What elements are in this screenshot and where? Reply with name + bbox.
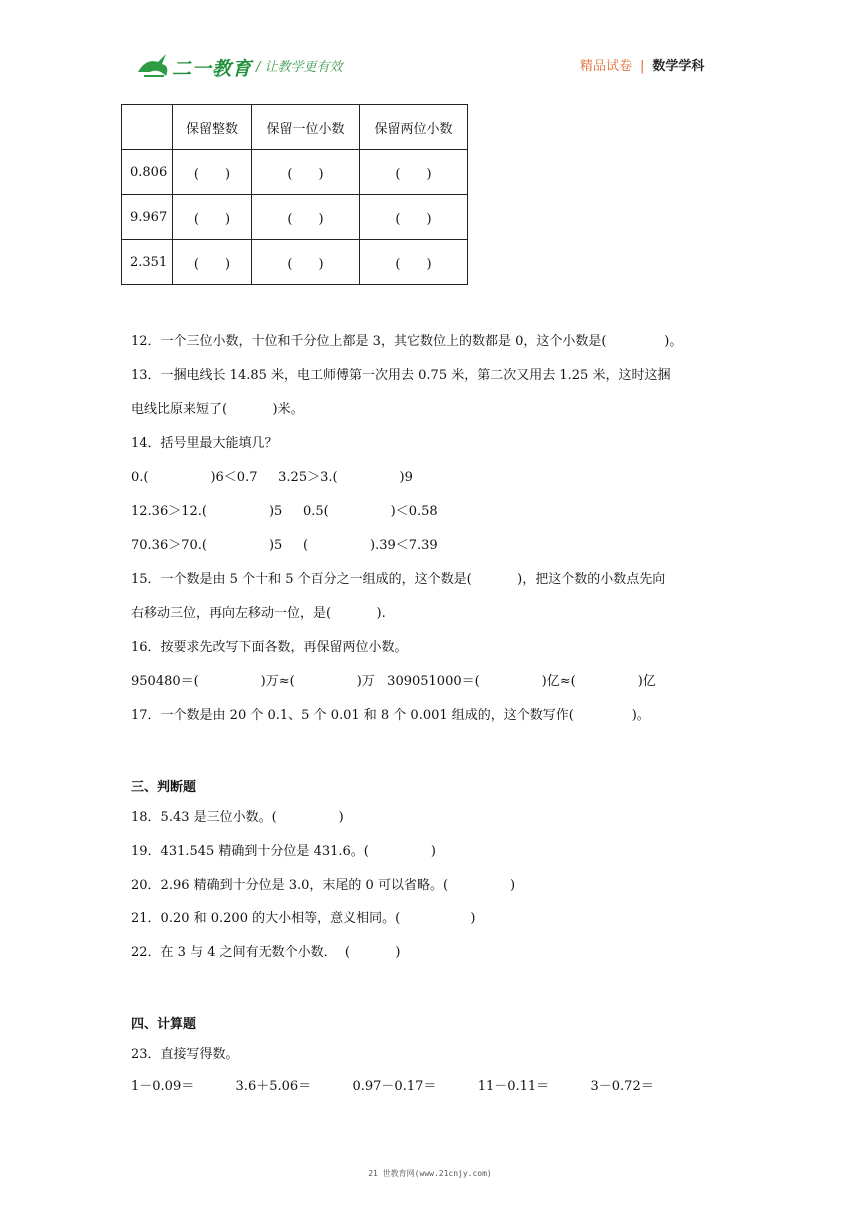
table-cell: ( ) (173, 195, 252, 240)
table-row (122, 195, 468, 240)
question-14-row2: 12.36＞12.( )5 0.5( )＜0.58 (131, 504, 438, 519)
question-19: 19．431.545 精确到十分位是 431.6。( ) (131, 844, 436, 859)
brand-name: 二一教育 (172, 58, 253, 80)
question-13-line2: 电线比原来短了( )米。 (131, 402, 304, 417)
table-cell: 0.806 (122, 150, 173, 195)
table-header-cell (122, 105, 173, 150)
rounding-table (121, 104, 468, 285)
table-header-cell: 保留整数 (173, 105, 252, 150)
question-17: 17．一个数是由 20 个 0.1、5 个 0.01 和 8 个 0.001 组成的，这个数写作( )。 (131, 708, 650, 723)
table-cell: ( ) (360, 150, 468, 195)
question-13-line1: 13．一捆电线长 14.85 米，电工师傅第一次用去 0.75 米，第二次又用去 1.25 米，这时这捆 (131, 368, 671, 383)
question-14-row1: 0.( )6＜0.7 3.25＞3.( )9 (131, 470, 413, 485)
question-16: 16．按要求先改写下面各数，再保留两位小数。 (131, 640, 408, 655)
page-footer: 21 世教育网(www.21cnjy.com) (368, 1169, 492, 1178)
table-cell: ( ) (360, 240, 468, 285)
tag-premium: 精品试卷 (580, 59, 633, 74)
question-22: 22．在 3 与 4 之间有无数个小数． ( ) (131, 945, 401, 960)
question-15-line1: 15．一个数是由 5 个十和 5 个百分之一组成的，这个数是( )，把这个数的小数点先向 (131, 572, 666, 587)
question-16-row: 950480＝( )万≈( )万 309051000＝( )亿≈( )亿 (131, 674, 656, 689)
table-cell: 9.967 (122, 195, 173, 240)
tag-subject: 数学学科 (652, 59, 705, 74)
table-header-row (122, 105, 468, 150)
question-20: 20．2.96 精确到十分位是 3.0，末尾的 0 可以省略。( ) (131, 878, 516, 893)
question-14-row3: 70.36＞70.( )5 ( ).39＜7.39 (131, 538, 438, 553)
question-23: 23．直接写得数。 (131, 1047, 239, 1062)
question-14: 14．括号里最大能填几？ (131, 436, 278, 451)
question-15-line2: 右移动三位，再向左移动一位，是( ). (131, 606, 386, 621)
table-cell: ( ) (360, 195, 468, 240)
table-cell: ( ) (252, 150, 360, 195)
question-12: 12．一个三位小数，十位和千分位上都是 3，其它数位上的数都是 0，这个小数是( )。 (131, 334, 683, 349)
table-header-cell: 保留一位小数 (252, 105, 360, 150)
table-cell: ( ) (173, 240, 252, 285)
question-23-row: 1－0.09＝ 3.6＋5.06＝ 0.97－0.17＝ 11－0.11＝ 3－0.72＝ (131, 1079, 654, 1094)
table-cell: ( ) (252, 240, 360, 285)
table-cell: 2.351 (122, 240, 173, 285)
header-tags (580, 55, 704, 74)
question-18: 18．5.43 是三位小数。( ) (131, 810, 344, 825)
table-cell: ( ) (252, 195, 360, 240)
header-separator: | (640, 59, 645, 74)
table-header-cell: 保留两位小数 (360, 105, 468, 150)
table-row (122, 240, 468, 285)
section-calculation-title: 四、计算题 (131, 1017, 197, 1032)
table-row (122, 150, 468, 195)
question-21: 21．0.20 和 0.200 的大小相等，意义相同。( ) (131, 911, 476, 926)
table-cell: ( ) (173, 150, 252, 195)
section-judgement-title: 三、判断题 (131, 780, 197, 795)
slogan: / 让教学更有效 (256, 60, 343, 75)
